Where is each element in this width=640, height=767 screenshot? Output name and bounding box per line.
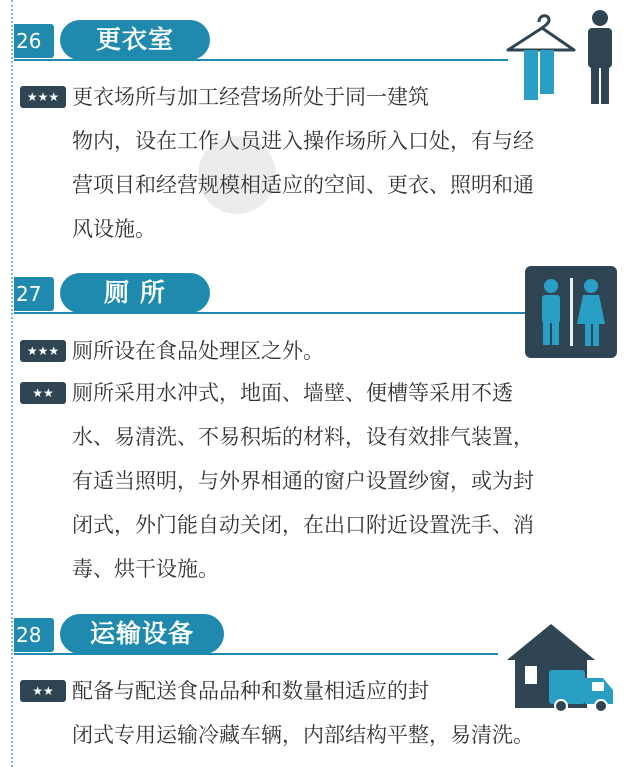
text-line: 有适当照明，与外界相通的窗户设置纱窗，或为封 (72, 469, 534, 493)
star-badge: ★★ (20, 680, 66, 702)
star-badge: ★★★ (20, 340, 66, 362)
text-line: 闭式专用运输冷藏车辆，内部结构平整，易清洗。 (72, 723, 534, 747)
section-header (14, 273, 224, 313)
text-line: 毒、烘干设施。 (72, 557, 219, 581)
text-line: 物内，设在工作人员进入操作场所入口处，有与经 (72, 129, 534, 153)
text-line: 配备与配送食品品种和数量相适应的封 (72, 679, 429, 703)
section-underline (14, 653, 498, 655)
text-line: 厕所设在食品处理区之外。 (72, 339, 324, 363)
text-line: 更衣场所与加工经营场所处于同一建筑 (72, 85, 429, 109)
hanger-towel-person-icon (504, 8, 616, 108)
dotted-guide-line (11, 0, 13, 767)
section-underline (14, 59, 508, 61)
section-title: 运输设备 (89, 619, 194, 648)
text-line: 风设施。 (72, 217, 156, 241)
section-title-pill (60, 614, 224, 654)
section-header (14, 20, 224, 60)
text-line: 闭式，外门能自动关闭，在出口附近设置洗手、消 (72, 513, 534, 537)
section-title-pill (60, 273, 210, 313)
warehouse-truck-icon (503, 620, 617, 712)
section-title: 更衣室 (95, 25, 174, 54)
star-badge: ★★ (20, 382, 66, 404)
section-header (14, 614, 224, 654)
text-line: 水、易清洗、不易积垢的材料，设有效排气装置， (72, 425, 534, 449)
star-badge: ★★★ (20, 86, 66, 108)
section-number: 27 (14, 277, 54, 311)
section-number: 26 (14, 24, 54, 58)
restroom-sign-icon (525, 266, 617, 358)
text-line: 厕所采用水冲式，地面、墙壁、便槽等采用不透 (72, 381, 513, 405)
text-line: 营项目和经营规模相适应的空间、更衣、照明和通 (72, 173, 534, 197)
section-underline (14, 312, 526, 314)
section-title-pill (60, 20, 210, 60)
section-number: 28 (14, 618, 54, 652)
section-title: 厕 所 (104, 278, 166, 307)
